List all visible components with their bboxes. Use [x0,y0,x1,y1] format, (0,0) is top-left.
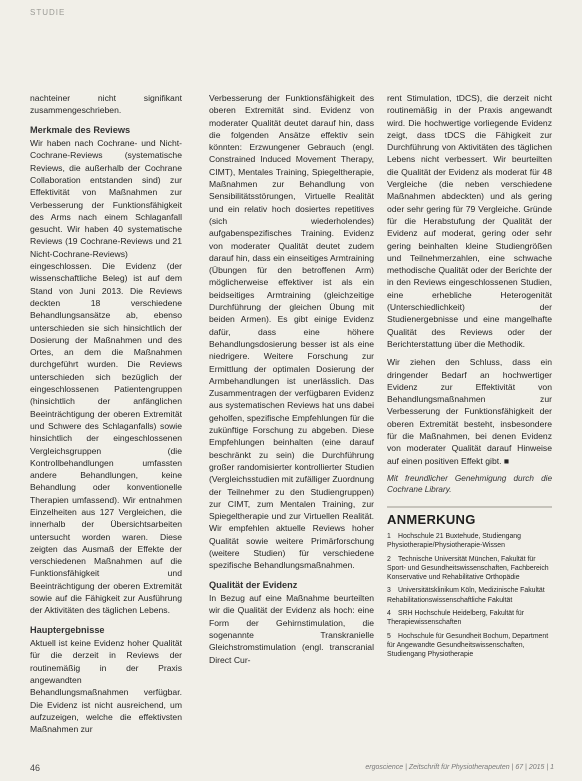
paragraph-evidence-effects: Verbesserung der Funktionsfähigkeit des oberen Extremität sind. Evidenz von moderater Qualität deutet darauf hin, dass die folgenden Ansätze effektiv sein könnten: Erzwungener Gebrauch (engl. Constrained Induced Movement Therapy, CIMT), Mentales Training, Spiegeltherapie, Maßnahmen zur Behandlung von Sensibilitätsstörungen, Virtuelle Realität und ein relativ hoch dosiertes repetitives (sich wiederholendes) aufgabenspezifisches Training. Evidenz von moderater Qualität deutet zudem darauf hin, dass ein einseitiges Armtraining (Übungen für den betroffenen Arm) möglicherweise effektiver ist als ein beidseitiges Armtraining (gleichzeitige Durchführung der gleichen Übung mit beiden Armen). Es gibt einige Evidenz dafür, dass eine höhere Behandlungsdosierung besser ist als eine niedrigere. Weitere Forschung zur Ermittlung der optimalen Dosierung der Armbehandlungen ist unerlässlich. Das Zusammentragen der verfügbaren Evidenz aus systematischen Reviews hat uns dabei geholfen, spezifische Empfehlungen für die zukünftige Forschung zu abgeben. Diese Empfehlungen beinhalten (eine darauf beschränkt zu sein) die Durchführung großer randomisierter kontrollierter Studien (Vergleichsstudien mit zufälliger Zuordnung der Teilnehmer zu den Studiengruppen) zur CIMT, zum Mentalen Training, zur Spiegeltherapie und zur Virtuellen Realität. Wir empfehlen aktuelle Reviews hoher Qualität sowie weitere Primärforschung (weitere Studien) für verschiedene spezifische Behandlungsmaßnahmen. [209,93,374,571]
note-number: 2 [387,555,391,563]
intro-paragraph: nachteiner nicht signifikant zusammengeschrieben. [30,93,182,116]
note-text: Hochschule 21 Buxtehude, Studiengang Physiotherapie/Physiotherapie-Wissen [387,532,521,550]
note-number: 4 [387,609,391,617]
column-right [387,92,552,663]
note-number: 5 [387,632,391,640]
note-text: SRH Hochschule Heidelberg, Fakultät für Therapiewissenschaften [387,609,525,627]
paragraph-hauptergebnisse: Aktuell ist keine Evidenz hoher Qualität für die derzeit in Reviews der routinemäßig in der Praxis angewandten Behandlungsmaßnahmen verfügbar. Die Evidenz ist nicht ausreichend, um aufzuzeigen, welche die effektivsten Maßnahmen zur [30,638,182,735]
heading-hauptergebnisse: Hauptergebnisse [30,624,105,635]
note-item [387,586,552,605]
running-head: STUDIE [30,8,66,17]
note-item [387,532,552,551]
notes-box [387,506,552,660]
credit-line: Mit freundlicher Genehmigung durch die Cochrane Library. [387,473,552,495]
note-item [387,609,552,628]
page-number: 46 [30,763,41,773]
heading-qualitaet: Qualität der Evidenz [209,579,298,590]
paragraph-conclusion: Wir ziehen den Schluss, dass ein dringender Bedarf an hochwertiger Evidenz zur Effektivität von Behandlungsmaßnahmen zur Verbesserung der Funktionsfähigkeit der oberen Extremität besteht, insbesondere für die Maßnahmen, bei denen Evidenz von moderater Qualität darauf Hinweise auf einen positiven Effekt gibt. ■ [387,357,552,466]
note-text: Hochschule für Gesundheit Bochum, Department für Angewandte Gesundheitswissenschaften, Studiengang Physiotherapie [387,632,549,659]
heading-merkmale: Merkmale des Reviews [30,124,131,135]
note-number: 1 [387,532,391,540]
note-text: Universitätsklinikum Köln, Medizinische Fakultät Rehabilitationswissenschaftliche Fakultät [387,587,545,604]
note-text: Technische Universität München, Fakultät für Sport- und Gesundheitswissenschaften, Fachbereich Konservative und Rehabilitative Orthopädie [387,555,549,582]
page-footer: ergoscience | Zeitschrift für Physiotherapeuten | 67 | 2015 | 1 [365,764,554,771]
note-number: 3 [387,587,391,595]
paragraph-qualitaet: In Bezug auf eine Maßnahme beurteilten wir die Qualität der Evidenz als hoch: eine Form der Gehirnstimulation, die sogenannte Transkranielle Gleichstromstimulation (engl. transcranial Direct Cur- [209,593,374,665]
paragraph-merkmale: Wir haben nach Cochrane- und Nicht-Cochrane-Reviews (systematische Reviews, die außerhalb der Cochrane Collaboration entstanden sind) zur Effektivität von Maßnahmen zur Verbesserung der Funktionsfähigkeit des Arms nach einem Schlaganfall gesucht. Wir haben 40 systematische Reviews (19 Cochrane-Reviews und 21 Nicht-Cochrane-Reviews) eingeschlossen. Die Evidenz (der wissenschaftliche Beleg) ist auf dem Stand von Juni 2013. Die Reviews deckten 18 verschiedene Behandlungsansätze ab, ebenso unterschieden sie sich hinsichtlich der Dosierung der Maßnahmen und des Ortes, an dem die Maßnahmen durchgeführt wurden. Die Reviews unterschieden sich bezüglich der eingeschlossenen Patientengruppen (hinsichtlich der anfänglichen Beeinträchtigung der oberen Extremität und Schwere des Schlaganfalls) sowie hinsichtlich der eingeschlossenen Vergleichsgruppen (die Kontrollbehandlungen umfassten andere Behandlungen, keine Behandlung oder konventionelle Therapien umfassend). Wir entnahmen Einzelheiten aus 127 Vergleichen, die innerhalb der Übersichtsarbeiten untersucht worden waren. Diese zeigten das Ausmaß der Effekte der verschiedenen Maßnahmen auf die Funktionsfähigkeit und Beeinträchtigung der oberen Extremität sowie auf die Fähigkeit zur Ausführung der Aktivitäten des täglichen Lebens. [30,138,182,616]
column-middle [209,92,374,672]
notes-title: ANMERKUNG [387,511,476,527]
note-item [387,632,552,660]
paragraph-quality-rating: rent Stimulation, tDCS), die derzeit nicht routinemäßig in der Praxis angewandt wird. Die hochwertige vorliegende Evidenz zeigt, dass tDCS die Fähigkeit zur Durchführung von Aktivitäten des täglichen Lebens nicht verbessert. Wir beurteilten die Qualität der Evidenz als moderat für 48 Vergleiche (die neben verschiedene Maßnahmen abdeckten) und als gering oder sehr gering für 79 Vergleiche. Gründe für die Herabstufung der Qualität der Evidenz auf moderat, gering oder sehr gering beinhalten kleine Studiengrößen und Teilnehmerzahlen, eine schwache methodische Qualität oder der Berichte der in den Reviews eingeschlossenen Studien, eine erhebliche Heterogenität (Unterschiedlichkeit) der Studienergebnisse und eine mangelhafte Qualität des Reviews oder der Berichterstattung über die Methodik. [387,93,552,349]
column-left [30,92,182,742]
note-item [387,555,552,583]
